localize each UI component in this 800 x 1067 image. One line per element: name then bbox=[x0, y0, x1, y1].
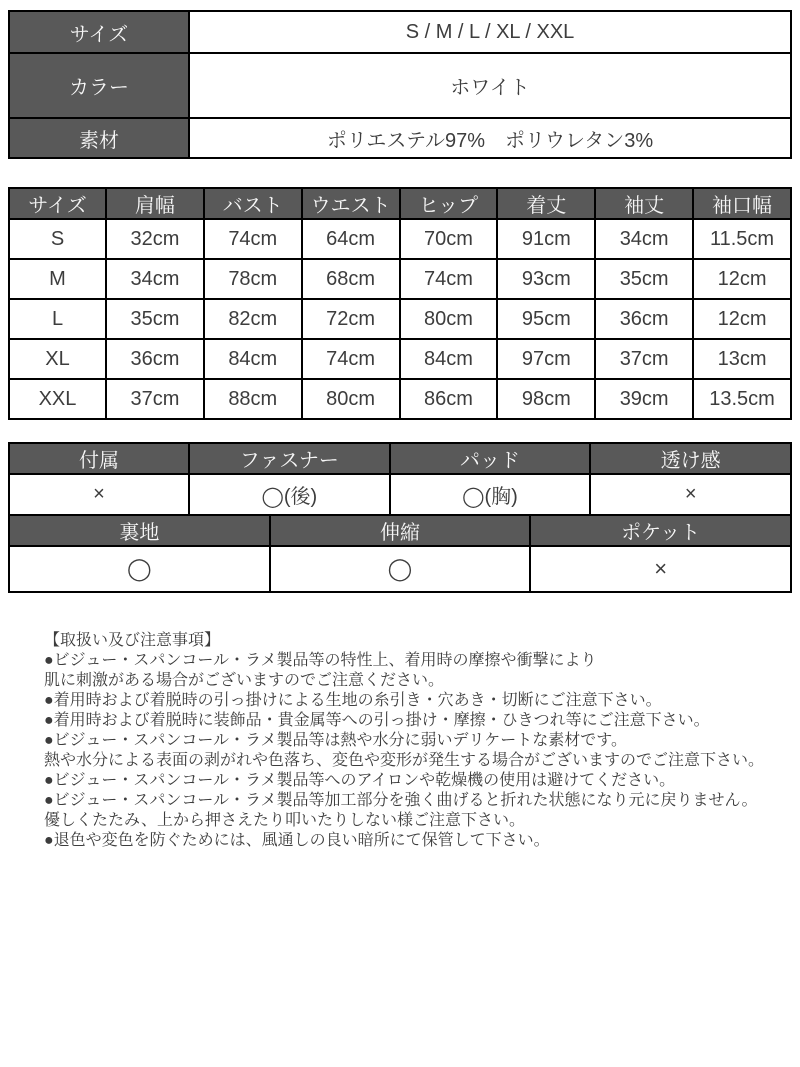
size-chart-cell: 64cm bbox=[302, 219, 400, 259]
size-chart-header-hip: ヒップ bbox=[400, 188, 498, 219]
size-chart-cell: 13.5cm bbox=[693, 379, 791, 419]
care-note-line: 肌に刺激がある場合がございますのでご注意ください。 bbox=[44, 672, 445, 689]
size-chart-cell: 32cm bbox=[106, 219, 204, 259]
size-chart-cell: 91cm bbox=[497, 219, 595, 259]
feature-value-stretch: ◯ bbox=[270, 546, 531, 592]
size-chart-header-sleeve: 袖丈 bbox=[595, 188, 693, 219]
size-chart-cell: 82cm bbox=[204, 299, 302, 339]
size-chart-cell: L bbox=[9, 299, 106, 339]
size-chart-header-waist: ウエスト bbox=[302, 188, 400, 219]
size-chart-header-cuff: 袖口幅 bbox=[693, 188, 791, 219]
features-table-2 bbox=[8, 514, 792, 593]
feature-header-zipper: ファスナー bbox=[189, 443, 390, 474]
size-chart-cell: 34cm bbox=[106, 259, 204, 299]
care-note-line: 熱や水分による表面の剥がれや色落ち、変色や変形が発生する場合がございますのでご注意下さい。 bbox=[44, 752, 765, 769]
care-note-line: ●ビジュー・スパンコール・ラメ製品等は熱や水分に弱いデリケートな素材です。 bbox=[44, 732, 627, 749]
feature-value-sheerness: × bbox=[590, 474, 791, 515]
feature-value-lining: ◯ bbox=[9, 546, 270, 592]
spec-value-color: ホワイト bbox=[189, 53, 791, 118]
size-chart-cell: 80cm bbox=[302, 379, 400, 419]
spec-value-material: ポリエステル97% ポリウレタン3% bbox=[189, 118, 791, 158]
features-value-row bbox=[9, 474, 791, 515]
size-chart-header-length: 着丈 bbox=[497, 188, 595, 219]
size-chart-cell: 98cm bbox=[497, 379, 595, 419]
size-chart-cell: 13cm bbox=[693, 339, 791, 379]
size-chart-cell: 34cm bbox=[595, 219, 693, 259]
feature-header-sheerness: 透け感 bbox=[590, 443, 791, 474]
size-chart-cell: 39cm bbox=[595, 379, 693, 419]
size-chart-header-shoulder: 肩幅 bbox=[106, 188, 204, 219]
feature-value-pad: ◯(胸) bbox=[390, 474, 591, 515]
size-chart-cell: XXL bbox=[9, 379, 106, 419]
size-chart-cell: 74cm bbox=[302, 339, 400, 379]
size-chart-row-xl bbox=[9, 339, 791, 379]
size-chart-cell: 97cm bbox=[497, 339, 595, 379]
features-header-row bbox=[9, 515, 791, 546]
size-chart-cell: 93cm bbox=[497, 259, 595, 299]
size-chart-cell: 12cm bbox=[693, 259, 791, 299]
size-chart-row-xxl bbox=[9, 379, 791, 419]
spec-label-color: カラー bbox=[9, 53, 189, 118]
size-chart-header-size: サイズ bbox=[9, 188, 106, 219]
features-header-row bbox=[9, 443, 791, 474]
size-chart-cell: 80cm bbox=[400, 299, 498, 339]
size-chart-cell: 12cm bbox=[693, 299, 791, 339]
feature-value-pocket: × bbox=[530, 546, 791, 592]
size-chart-header-bust: バスト bbox=[204, 188, 302, 219]
size-chart-cell: 74cm bbox=[204, 219, 302, 259]
feature-header-pocket: ポケット bbox=[530, 515, 791, 546]
size-chart-cell: 84cm bbox=[204, 339, 302, 379]
size-chart-row-s bbox=[9, 219, 791, 259]
size-chart-row-l bbox=[9, 299, 791, 339]
care-note-line: ●着用時および着脱時の引っ掛けによる生地の糸引き・穴あき・切断にご注意下さい。 bbox=[44, 692, 662, 709]
size-chart-table bbox=[8, 187, 792, 420]
care-note-line: ●ビジュー・スパンコール・ラメ製品等へのアイロンや乾燥機の使用は避けてください。 bbox=[44, 772, 676, 789]
size-chart-cell: 68cm bbox=[302, 259, 400, 299]
size-chart-cell: 35cm bbox=[106, 299, 204, 339]
features-table-1 bbox=[8, 442, 792, 516]
size-chart-cell: 36cm bbox=[595, 299, 693, 339]
spec-label-size: サイズ bbox=[9, 11, 189, 53]
spec-value-size: S / M / L / XL / XXL bbox=[189, 11, 791, 53]
size-chart-cell: 70cm bbox=[400, 219, 498, 259]
spec-row-material bbox=[9, 118, 791, 158]
size-chart-cell: 37cm bbox=[595, 339, 693, 379]
spec-table bbox=[8, 10, 792, 159]
size-chart-cell: 95cm bbox=[497, 299, 595, 339]
care-note-line: 優しくたたみ、上から押さえたり叩いたりしない様ご注意下さい。 bbox=[44, 812, 525, 829]
feature-header-accessories: 付属 bbox=[9, 443, 189, 474]
size-chart-cell: 88cm bbox=[204, 379, 302, 419]
size-chart-cell: S bbox=[9, 219, 106, 259]
care-note-line: ●着用時および着脱時に装飾品・貴金属等への引っ掛け・摩擦・ひきつれ等にご注意下さい。 bbox=[44, 712, 710, 729]
feature-header-stretch: 伸縮 bbox=[270, 515, 531, 546]
size-chart-header-row bbox=[9, 188, 791, 219]
size-chart-cell: XL bbox=[9, 339, 106, 379]
size-chart-cell: 84cm bbox=[400, 339, 498, 379]
size-chart-cell: 37cm bbox=[106, 379, 204, 419]
feature-value-zipper: ◯(後) bbox=[189, 474, 390, 515]
care-note-line: ●ビジュー・スパンコール・ラメ製品等加工部分を強く曲げると折れた状態になり元に戻りません。 bbox=[44, 792, 758, 809]
size-chart-cell: 74cm bbox=[400, 259, 498, 299]
size-chart-cell: 11.5cm bbox=[693, 219, 791, 259]
spec-row-size bbox=[9, 11, 791, 53]
feature-header-lining: 裏地 bbox=[9, 515, 270, 546]
size-chart-cell: 78cm bbox=[204, 259, 302, 299]
care-note-line: ●退色や変色を防ぐためには、風通しの良い暗所にて保管して下さい。 bbox=[44, 832, 550, 849]
size-chart-row-m bbox=[9, 259, 791, 299]
care-notes-title: 【取扱い及び注意事項】 bbox=[44, 632, 221, 649]
size-chart-cell: M bbox=[9, 259, 106, 299]
care-note-line: ●ビジュー・スパンコール・ラメ製品等の特性上、着用時の摩擦や衝撃により bbox=[44, 652, 597, 669]
size-chart-cell: 36cm bbox=[106, 339, 204, 379]
size-chart-cell: 72cm bbox=[302, 299, 400, 339]
spec-label-material: 素材 bbox=[9, 118, 189, 158]
feature-value-accessories: × bbox=[9, 474, 189, 515]
care-notes bbox=[8, 631, 792, 851]
feature-header-pad: パッド bbox=[390, 443, 591, 474]
size-chart-cell: 86cm bbox=[400, 379, 498, 419]
features-value-row bbox=[9, 546, 791, 592]
size-chart-cell: 35cm bbox=[595, 259, 693, 299]
spec-row-color bbox=[9, 53, 791, 118]
